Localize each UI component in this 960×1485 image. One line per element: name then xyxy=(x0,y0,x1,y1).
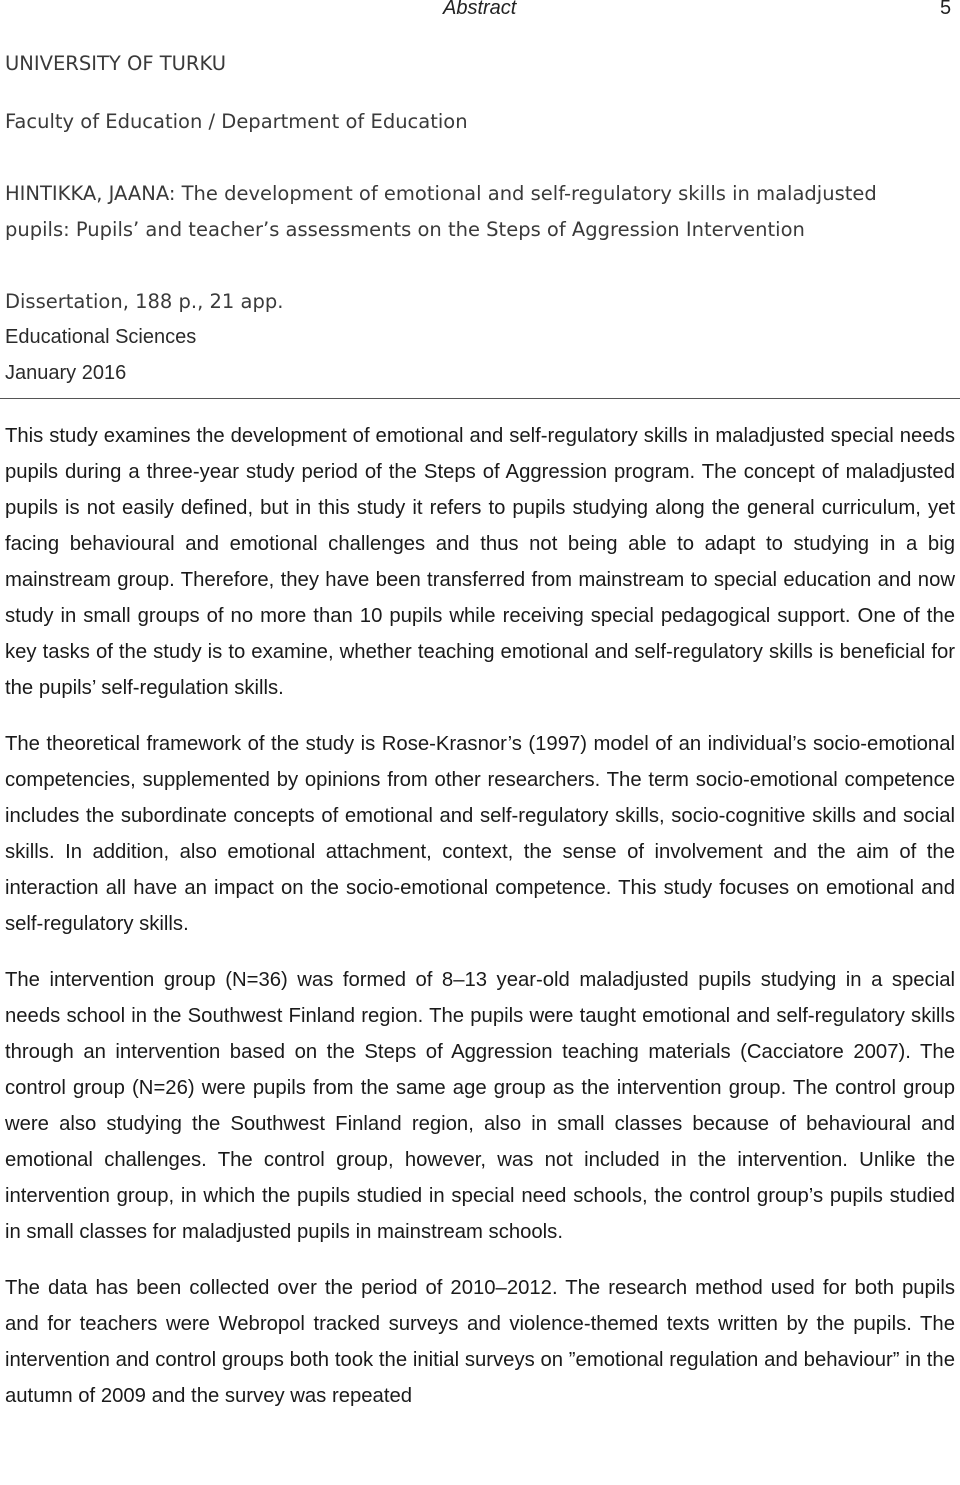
page-number: 5 xyxy=(940,0,952,19)
abstract-paragraph-1: This study examines the development of emotional and self-regulatory skills in maladjusted special needs pupils during a three-year study period of the Steps of Aggression program. The concept of maladjusted pupils is not easily defined, but in this study it refers to pupils studying along the general curriculum, yet facing behavioural and emotional challenges and thus not being able to adapt to studying in a big mainstream group. Therefore, they have been transferred from mainstream to special education and now study in small groups of no more than 10 pupils while receiving special pedagogical support. One of the key tasks of the study is to examine, whether teaching emotional and self-regulatory skills is beneficial for the pupils’ self-regulation skills. xyxy=(5,425,955,699)
dissertation-title-line-1: HINTIKKA, JAANA: The development of emotional and self-regulatory skills in maladjusted xyxy=(5,182,877,205)
dissertation-title-line-2: pupils: Pupils’ and teacher’s assessments on the Steps of Aggression Intervention xyxy=(5,218,805,241)
faculty-department: Faculty of Education / Department of Education xyxy=(5,110,468,133)
dissertation-info: Dissertation, 188 p., 21 app. xyxy=(5,290,284,313)
university-name: UNIVERSITY OF TURKU xyxy=(5,52,227,75)
abstract-body xyxy=(5,418,955,1434)
header-divider xyxy=(0,398,960,399)
abstract-paragraph-4: The data has been collected over the period of 2010–2012. The research method used for both pupils and for teachers were Webropol tracked surveys and violence-themed texts written by the pupils. The intervention and control groups both took the initial surveys on ”emotional regulation and behaviour” in the autumn of 2009 and the survey was repeated xyxy=(5,1277,955,1407)
publication-date: January 2016 xyxy=(5,362,127,384)
running-head-title: Abstract xyxy=(443,0,517,19)
abstract-paragraph-2: The theoretical framework of the study is Rose-Krasnor’s (1997) model of an individual’s socio-emotional competencies, supplemented by opinions from other researchers. The term socio-emotional competence includes the subordinate concepts of emotional and self-regulatory skills, socio-cognitive skills and social skills. In addition, also emotional attachment, context, the sense of involvement and the aim of the interaction all have an impact on the socio-emotional competence. This study focuses on emotional and self-regulatory skills. xyxy=(5,733,955,935)
running-head xyxy=(0,0,960,24)
field-of-study: Educational Sciences xyxy=(5,326,197,348)
abstract-paragraph-3: The intervention group (N=36) was formed of 8–13 year-old maladjusted pupils studying in a special needs school in the Southwest Finland region. The pupils were taught emotional and self-regulatory skills through an intervention based on the Steps of Aggression teaching materials (Cacciatore 2007). The control group (N=26) were pupils from the same age group as the intervention group. The control group were also studying the Southwest Finland region, also in small classes because of behavioural and emotional challenges. The control group, however, was not included in the intervention. Unlike the intervention group, in which the pupils studied in special need schools, the control group’s pupils studied in small classes for maladjusted pupils in mainstream schools. xyxy=(5,969,955,1243)
